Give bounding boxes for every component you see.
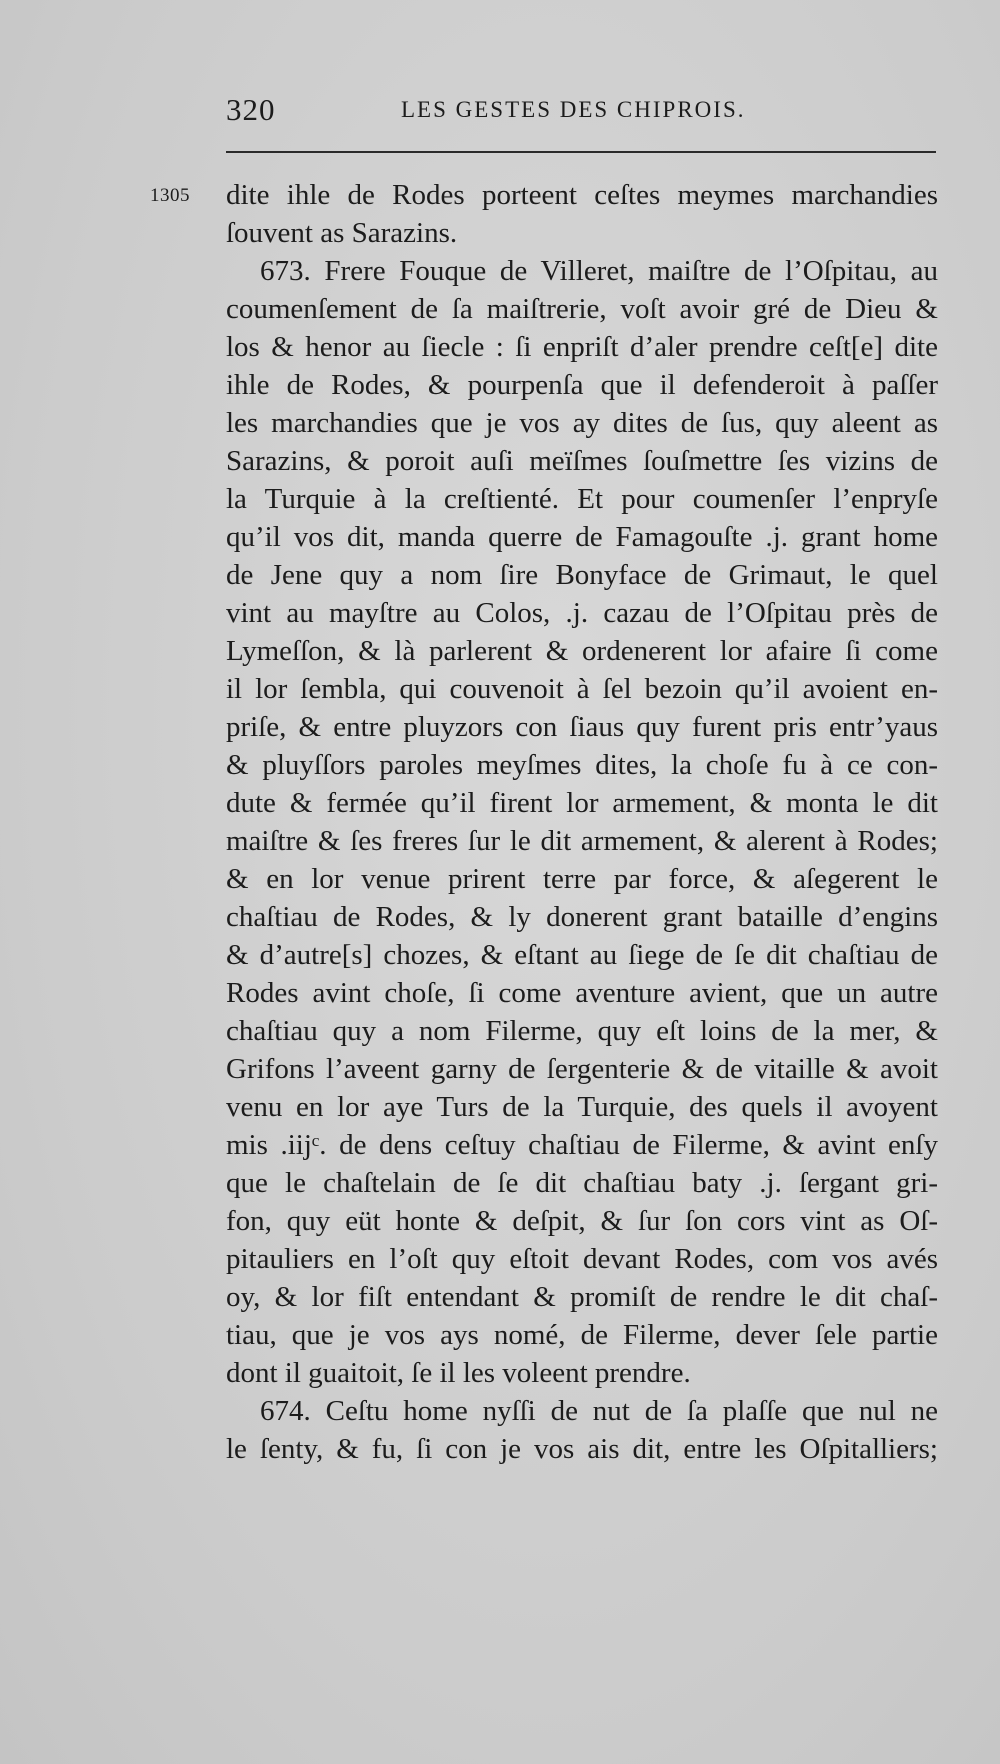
text-line: maiſtre & ſes freres ſur le dit armement, & alerent à Rodes; bbox=[226, 825, 938, 857]
text-line: dont il guaitoit, ſe il les voleent prendre. bbox=[226, 1357, 691, 1389]
text-line: dute & fermée qu’il firent lor armement, & monta le dit bbox=[226, 787, 938, 819]
text-line: fon, quy eüt honte & deſpit, & ſur ſon cors vint as Oſ- bbox=[226, 1205, 938, 1237]
text-line: Grifons l’aveent garny de ſergenterie & de vitaille & avoit bbox=[226, 1053, 938, 1085]
text-line: vint au mayſtre au Colos, .j. cazau de l’Oſpitau près de bbox=[226, 597, 938, 629]
text-line bbox=[150, 176, 938, 214]
text-line: tiau, que je vos ays nomé, de Filerme, dever ſele partie bbox=[226, 1319, 938, 1351]
header-rule bbox=[226, 151, 936, 153]
running-title: LES GESTES DES CHIPROIS. bbox=[401, 97, 746, 122]
text-line: ihle de Rodes, & pourpenſa que il defenderoit à paſſer bbox=[226, 369, 938, 401]
text-line: ſouvent as Sarazins. bbox=[226, 217, 458, 249]
text-line: oy, & lor fiſt entendant & promiſt de rendre le dit chaſ- bbox=[226, 1281, 938, 1313]
text-line: chaſtiau de Rodes, & ly donerent grant bataille d’engins bbox=[226, 901, 938, 933]
text-line: priſe, & entre pluyzors con ſiaus quy furent pris entr’yaus bbox=[226, 711, 938, 743]
page-header bbox=[226, 92, 936, 132]
text-line: los & henor au ſiecle : ſi enpriſt d’aler prendre ceſt[e] dite bbox=[226, 331, 938, 363]
text-line: mis .iijᶜ. de dens ceſtuy chaſtiau de Filerme, & avint enſy bbox=[226, 1129, 938, 1161]
text-line: le ſenty, & fu, ſi con je vos ais dit, entre les Oſpitalliers; bbox=[226, 1433, 938, 1465]
text-line: Lymeſſon, & là parlerent & ordenerent lor afaire ſi come bbox=[226, 635, 938, 667]
paragraph-674-start: 674. Ceſtu home nyſſi de nut de ſa plaſſe que nul ne bbox=[260, 1395, 938, 1427]
text-line: qu’il vos dit, manda querre de Famagouſte .j. grant home bbox=[226, 521, 938, 553]
page-number: 320 bbox=[226, 92, 276, 127]
text-line: venu en lor aye Turs de la Turquie, des quels il avoyent bbox=[226, 1091, 938, 1123]
margin-line-number: 1305 bbox=[150, 185, 190, 206]
text-line: & pluyſſors paroles meyſmes dites, la choſe fu à ce con- bbox=[226, 749, 938, 781]
text-line: chaſtiau quy a nom Filerme, quy eſt loins de la mer, & bbox=[226, 1015, 938, 1047]
text-line: Rodes avint choſe, ſi come aventure avient, que un autre bbox=[226, 977, 938, 1009]
text-line: les marchandies que je vos ay dites de ſus, quy aleent as bbox=[226, 407, 938, 439]
text-line: de Jene quy a nom ſire Bonyface de Grimaut, le quel bbox=[226, 559, 938, 591]
text-line-content: dite ihle de Rodes porteent ceſtes meymes marchandies bbox=[226, 179, 938, 211]
text-line: Sarazins, & poroit auſi meïſmes ſouſmettre ſes vizins de bbox=[226, 445, 938, 477]
text-line: il lor ſembla, qui couvenoit à ſel bezoin qu’il avoient en- bbox=[226, 673, 938, 705]
text-line: que le chaſtelain de ſe dit chaſtiau baty .j. ſergant gri- bbox=[226, 1167, 938, 1199]
text-line: & en lor venue prirent terre par force, & aſegerent le bbox=[226, 863, 938, 895]
paragraph-673-start: 673. Frere Fouque de Villeret, maiſtre de l’Oſpitau, au bbox=[260, 255, 938, 287]
text-line: coumenſement de ſa maiſtrerie, voſt avoir gré de Dieu & bbox=[226, 293, 938, 325]
text-line: & d’autre[s] chozes, & eſtant au ſiege de ſe dit chaſtiau de bbox=[226, 939, 938, 971]
text-line: pitauliers en l’oſt quy eſtoit devant Rodes, com vos avés bbox=[226, 1243, 938, 1275]
text-line: la Turquie à la creſtienté. Et pour coumenſer l’enpryſe bbox=[226, 483, 938, 515]
body-text bbox=[150, 176, 938, 1468]
